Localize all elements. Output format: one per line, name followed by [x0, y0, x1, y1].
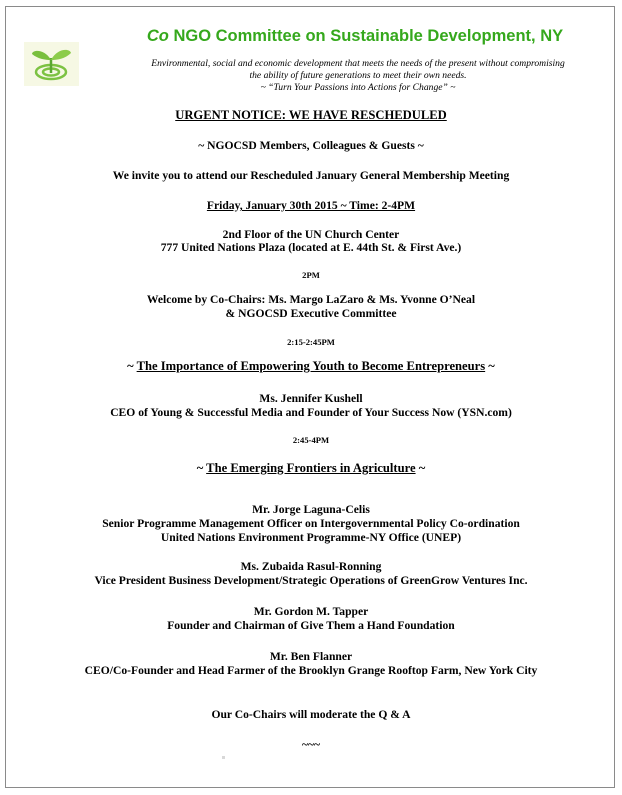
- speaker-5-name: Mr. Ben Flanner: [269, 650, 353, 663]
- time-slot-2: 2:15-2:45PM: [287, 337, 335, 347]
- time-slot-3: 2:45-4PM: [292, 435, 330, 445]
- date-time-text: Friday, January 30th 2015 ~ Time: 2-4PM: [206, 199, 416, 212]
- speaker-2-role-2: United Nations Environment Programme-NY Office (UNEP): [160, 531, 462, 544]
- speaker-3-role: Vice President Business Development/Strategic Operations of GreenGrow Ventures Inc.: [94, 574, 528, 587]
- session-2-title-text: The Emerging Frontiers in Agriculture: [206, 461, 416, 475]
- org-title: [100, 27, 610, 46]
- greeting: ~ NGOCSD Members, Colleagues & Guests ~: [198, 139, 424, 152]
- speaker-1-role: CEO of Young & Successful Media and Founder of Your Success Now (YSN.com): [110, 406, 512, 419]
- session-1-tilde-left: ~: [127, 359, 137, 373]
- date-time: [0, 199, 622, 212]
- time-slot-1: 2PM: [302, 270, 320, 280]
- venue-line-2: 777 United Nations Plaza (located at E. 44th St. & First Ave.): [160, 241, 462, 254]
- speaker-2-role-1: Senior Programme Management Officer on Intergovernmental Policy Co-ordination: [102, 517, 520, 530]
- closing-note: Our Co-Chairs will moderate the Q & A: [211, 708, 411, 721]
- scan-speck: [222, 756, 225, 759]
- speaker-5-role: CEO/Co-Founder and Head Farmer of the Brooklyn Grange Rooftop Farm, New York City: [84, 664, 538, 677]
- session-2-tilde-right: ~: [415, 461, 426, 475]
- end-mark: ~~~: [301, 738, 321, 751]
- mission-line-2: the ability of future generations to meet their own needs.: [249, 70, 467, 81]
- speaker-2-name: Mr. Jorge Laguna-Celis: [252, 503, 370, 516]
- session-1-title-text: The Importance of Empowering Youth to Become Entrepreneurs: [136, 359, 486, 373]
- org-title-rest: NGO Committee on Sustainable Development, NY: [168, 27, 564, 45]
- welcome-line-1: Welcome by Co-Chairs: Ms. Margo LaZaro & Ms. Yvonne O’Neal: [146, 293, 476, 306]
- speaker-4-name: Mr. Gordon M. Tapper: [253, 605, 369, 618]
- org-mission: [108, 58, 608, 94]
- welcome-line-2: & NGOCSD Executive Committee: [225, 307, 397, 320]
- notice-headline-text: URGENT NOTICE: WE HAVE RESCHEDULED: [175, 108, 447, 122]
- session-1-title: [0, 360, 622, 373]
- seedling-logo-icon: [24, 42, 79, 86]
- speaker-1-name: Ms. Jennifer Kushell: [259, 392, 363, 405]
- speaker-3-name: Ms. Zubaida Rasul-Ronning: [240, 560, 382, 573]
- session-2-title: [0, 462, 622, 475]
- invitation: We invite you to attend our Rescheduled January General Membership Meeting: [112, 169, 510, 182]
- speaker-4-role: Founder and Chairman of Give Them a Hand Foundation: [167, 619, 455, 632]
- notice-headline: [0, 109, 622, 122]
- mission-slogan: ~ “Turn Your Passions into Actions for Change” ~: [260, 82, 456, 93]
- session-1-tilde-right: ~: [485, 359, 495, 373]
- org-title-prefix: Co: [146, 27, 169, 45]
- session-2-tilde-left: ~: [196, 461, 207, 475]
- mission-line-1: Environmental, social and economic development that meets the needs of the present without compromising: [151, 58, 565, 69]
- venue-line-1: 2nd Floor of the UN Church Center: [222, 228, 400, 241]
